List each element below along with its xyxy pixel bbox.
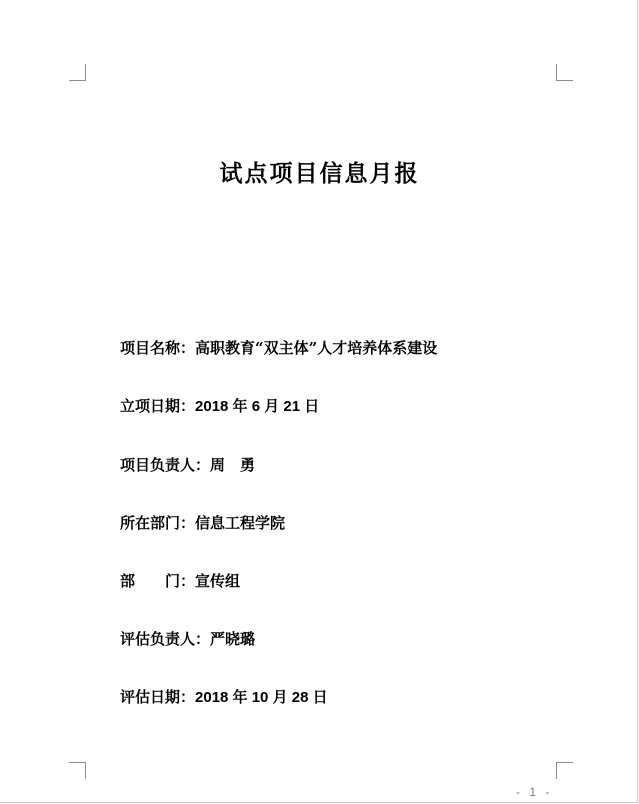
field-start-date [120, 396, 319, 417]
field-section [120, 571, 240, 591]
field-value: 严晓璐 [210, 630, 256, 648]
field-label: 所在部门： [120, 514, 196, 532]
crop-mark-bottom-left [69, 762, 86, 779]
field-value: 2018 年 6 月 21 日 [195, 398, 320, 415]
field-label: 部 门： [120, 572, 196, 590]
field-evaluator [120, 629, 255, 649]
field-value: 信息工程学院 [195, 514, 286, 532]
document-title: 试点项目信息月报 [219, 160, 420, 187]
field-project-name [120, 338, 437, 358]
field-label: 评估负责人： [120, 630, 211, 648]
crop-mark-top-right [556, 64, 573, 81]
crop-mark-bottom-right [556, 762, 573, 779]
field-label: 项目负责人： [120, 456, 211, 474]
field-label: 项目名称： [120, 339, 196, 357]
crop-mark-top-left [69, 64, 86, 81]
field-value: 高职教育“双主体”人才培养体系建设 [195, 339, 438, 357]
field-label: 立项日期： [120, 397, 196, 415]
field-project-leader [120, 455, 255, 475]
field-value: 2018 年 10 月 28 日 [195, 689, 328, 706]
page-number: - 1 - [516, 785, 553, 799]
field-department [120, 513, 285, 533]
field-eval-date [120, 687, 328, 708]
field-value: 周 勇 [210, 456, 256, 474]
field-label: 评估日期： [120, 688, 196, 706]
field-value: 宣传组 [195, 572, 241, 590]
